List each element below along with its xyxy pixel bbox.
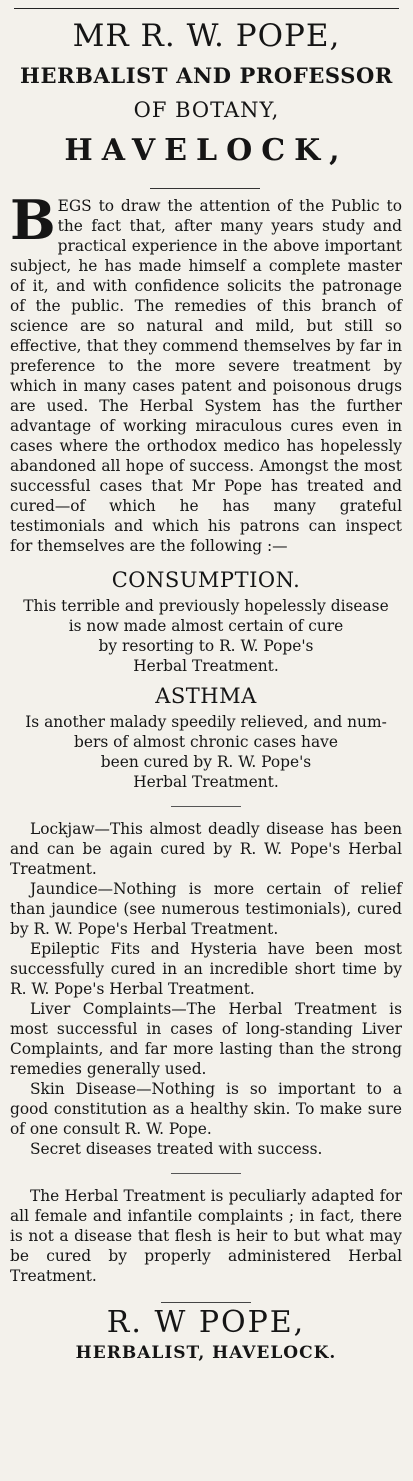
profession-line: HERBALIST AND PROFESSOR — [20, 63, 393, 88]
intro-paragraph — [10, 188, 402, 556]
asthma-text — [10, 712, 402, 792]
advertisement-body — [10, 188, 402, 1363]
asthma-line: bers of almost chronic cases have — [74, 733, 338, 751]
asthma-line: Is another malady speedily relieved, and num- — [25, 713, 387, 731]
consumption-line: This terrible and previously hopelessly disease — [23, 597, 389, 615]
signature-divider — [161, 1302, 251, 1303]
consumption-text — [10, 596, 402, 676]
consumption-line: Herbal Treatment. — [133, 657, 279, 675]
ailment-paragraph: Liver Complaints—The Herbal Treatment is most successful in cases of long-standing Liver Complaints, and far more lasting than the strong remedies generally used. — [10, 1000, 402, 1078]
consumption-line: by resorting to R. W. Pope's — [98, 637, 314, 655]
consumption-line: is now made almost certain of cure — [68, 617, 344, 635]
asthma-line: Herbal Treatment. — [133, 773, 279, 791]
location-heading: HAVELOCK, — [64, 133, 349, 168]
ailment-paragraph: Secret diseases treated with success. — [30, 1140, 323, 1158]
top-rule — [14, 8, 399, 9]
ailment-paragraph: Epileptic Fits and Hysteria have been most successfully cured in an incredible short time by R. W. Pope's Herbal Treatment. — [10, 940, 402, 998]
header-divider — [150, 188, 260, 189]
profession-line-2: OF BOTANY, — [133, 98, 280, 122]
ailment-paragraph: Lockjaw—This almost deadly disease has been and can be again cured by R. W. Pope's Herbal Treatment. — [10, 820, 402, 878]
section-divider — [171, 1173, 241, 1174]
asthma-heading: ASTHMA — [155, 684, 257, 708]
ailment-paragraph: Skin Disease—Nothing is so important to a good constitution as a healthy skin. To make sure of one consult R. W. Pope. — [10, 1080, 402, 1138]
signature-name: R. W POPE, — [106, 1305, 306, 1340]
closing-paragraph: The Herbal Treatment is peculiarly adapted for all female and infantile complaints ; in fact, there is not a disease that flesh is heir to but what may be cured by properly administered Herbal Treatment. — [10, 1187, 402, 1285]
drop-cap: B — [10, 188, 56, 252]
intro-text: EGS to draw the attention of the Public to the fact that, after many years study and practical experience in the above important subject, he has made himself a complete master of it, and with confidence solicits the patronage of the public. The remedies of this branch of science are so natural and mild, but still so effective, that they commend themselves by far in preference to the more severe treatment by which in many cases patent and poisonous drugs are used. The Herbal System has the further advantage of working miraculous cures even in cases where the orthodox medico has hopelessly abandoned all hope of success. Amongst the most successful cases that Mr Pope has treated and cured—of which he has many grateful testimonials and which his patrons can inspect for themselves are the following :— — [10, 197, 402, 555]
advertiser-name: MR R. W. POPE, — [72, 18, 341, 54]
section-divider — [171, 806, 241, 807]
signature-title: HERBALIST, HAVELOCK. — [75, 1343, 337, 1363]
ailment-paragraph: Jaundice—Nothing is more certain of relief than jaundice (see numerous testimonials), cured by R. W. Pope's Herbal Treatment. — [10, 880, 402, 938]
consumption-heading: CONSUMPTION. — [111, 568, 301, 592]
asthma-line: been cured by R. W. Pope's — [100, 753, 312, 771]
